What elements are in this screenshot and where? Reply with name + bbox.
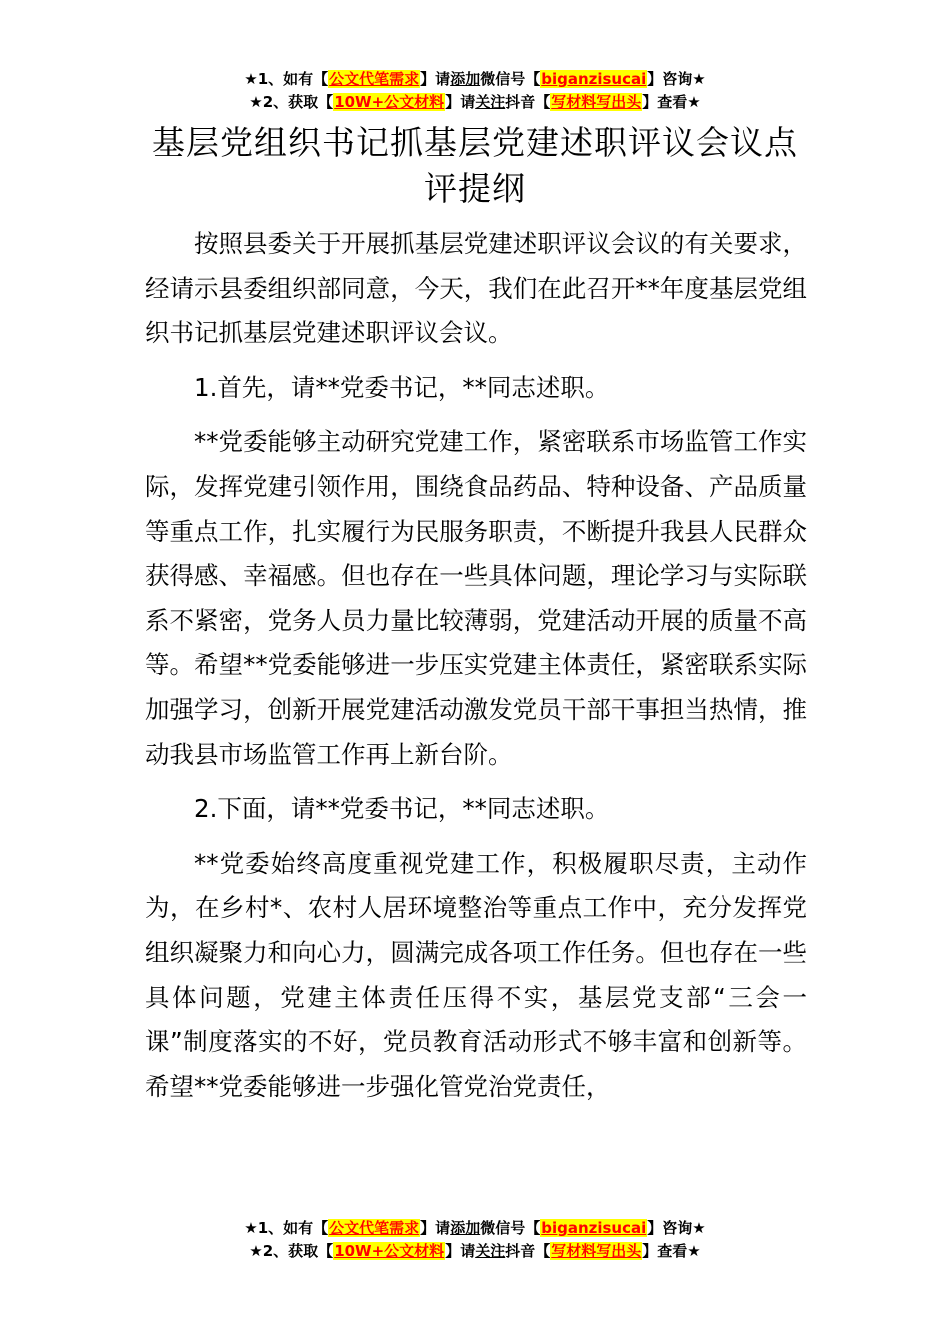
highlight-service: 公文代笔需求: [329, 1219, 420, 1237]
paragraph-item-2-heading: 2.下面，请**党委书记，**同志述职。: [194, 794, 610, 824]
highlight-materials: 10W+公文材料: [334, 93, 445, 111]
banner-text: 抖音【: [505, 1242, 551, 1260]
banner-text: 】请: [445, 1242, 476, 1260]
banner-line-1: [0, 68, 950, 91]
banner-text: 】查看★: [642, 93, 701, 111]
underlined-text: 关注: [475, 93, 506, 111]
banner-line-2: [0, 1240, 950, 1263]
banner-text: 】查看★: [642, 1242, 701, 1260]
paragraph-item-1-comment: **党委能够主动研究党建工作，紧密联系市场监管工作实际，发挥党建引领作用，围绕食品药品、特种设备、产品质量等重点工作，扎实履行为民服务职责，不断提升我县人民群众获得感、幸福感。但也存在一些具体问题，理论学习与实际联系不紧密，党务人员力量比较薄弱，党建活动开展的质量不高等。希望**党委能够进一步压实党建主体责任，紧密联系实际加强学习，创新开展党建活动激发党员干部干事担当热情，推动我县市场监管工作再上新台阶。: [145, 427, 807, 769]
banner-text: ★2、获取【: [249, 1242, 334, 1260]
paragraph-item-2-comment: **党委始终高度重视党建工作，积极履职尽责，主动作为，在乡村*、农村人居环境整治等重点工作中，充分发挥党组织凝聚力和向心力，圆满完成各项工作任务。但也存在一些具体问题，党建主体责任压得不实，基层党支部“三会一课”制度落实的不好，党员教育活动形式不够丰富和创新等。希望**党委能够进一步强化管党治党责任，: [145, 848, 807, 1101]
banner-line-1: [0, 1217, 950, 1240]
banner-text: 抖音【: [505, 93, 551, 111]
banner-text: 微信号【: [480, 70, 541, 88]
banner-text: 】请: [445, 93, 476, 111]
banner-line-2: [0, 91, 950, 114]
paragraph-intro: 按照县委关于开展抓基层党建述职评议会议的有关要求，经请示县委组织部同意，今天，我们在此召开**年度基层党组织书记抓基层党建述职评议会议。: [145, 229, 807, 348]
banner-text: 】咨询★: [647, 70, 706, 88]
highlight-wechat-id: biganzisucai: [541, 1219, 647, 1237]
underlined-text: 添加: [450, 1219, 481, 1237]
banner-text: 】请: [420, 1219, 451, 1237]
banner-text: ★1、如有【: [244, 70, 329, 88]
banner-text: ★2、获取【: [249, 93, 334, 111]
underlined-text: 关注: [475, 1242, 506, 1260]
paragraph-item-1-heading: 1.首先，请**党委书记，**同志述职。: [194, 372, 610, 402]
highlight-materials: 10W+公文材料: [334, 1242, 445, 1260]
banner-text: 】请: [420, 70, 451, 88]
document-title: 基层党组织书记抓基层党建述职评议会议点评提纲: [152, 123, 798, 208]
top-banner: [0, 68, 950, 114]
highlight-douyin: 写材料写出头: [551, 93, 642, 111]
banner-text: ★1、如有【: [244, 1219, 329, 1237]
document-body: [145, 222, 807, 1119]
highlight-douyin: 写材料写出头: [551, 1242, 642, 1260]
banner-text: 】咨询★: [647, 1219, 706, 1237]
banner-text: 微信号【: [480, 1219, 541, 1237]
highlight-wechat-id: biganzisucai: [541, 70, 647, 88]
bottom-banner: [0, 1217, 950, 1263]
highlight-service: 公文代笔需求: [329, 70, 420, 88]
underlined-text: 添加: [450, 70, 481, 88]
